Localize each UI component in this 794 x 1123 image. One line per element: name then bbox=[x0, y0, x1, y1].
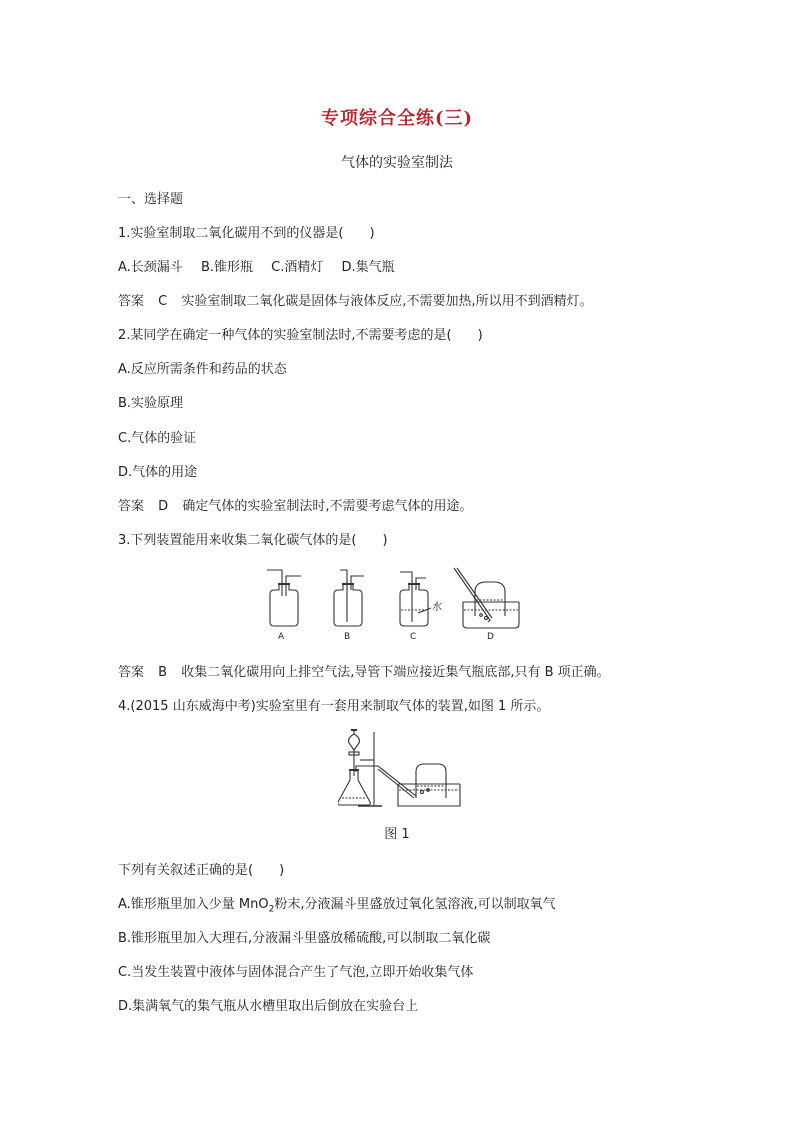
answer-key: C bbox=[158, 294, 168, 309]
q4-stem: 4.(2015 山东威海中考)实验室里有一套用来制取气体的装置,如图 1 所示。 bbox=[118, 699, 550, 714]
q1-option-c: C.酒精灯 bbox=[271, 260, 324, 275]
apparatus-c bbox=[400, 572, 431, 626]
q4-question: 下列有关叙述正确的是( ) bbox=[118, 863, 285, 878]
apparatus-b bbox=[334, 570, 364, 626]
q3-answer bbox=[118, 661, 610, 680]
q1-stem: 1.实验室制取二氧化碳用不到的仪器是( ) bbox=[118, 226, 375, 241]
apparatus-label-b: B bbox=[344, 632, 351, 642]
q1-option-b: B.锥形瓶 bbox=[200, 260, 254, 275]
q2-option-b: B.实验原理 bbox=[118, 396, 184, 411]
answer-label: 答案 bbox=[118, 294, 145, 309]
q2-answer bbox=[118, 495, 472, 514]
gas-jar bbox=[416, 764, 446, 798]
answer-label: 答案 bbox=[118, 499, 145, 514]
q2-option-d: D.气体的用途 bbox=[118, 465, 198, 480]
q4-option-b: B.锥形瓶里加入大理石,分液漏斗里盛放稀硫酸,可以制取二氧化碳 bbox=[118, 931, 491, 946]
apparatus-label-a: A bbox=[278, 632, 285, 642]
answer-label: 答案 bbox=[118, 665, 145, 680]
page-title: 专项综合全练(三) bbox=[320, 108, 474, 129]
water-label: 水 bbox=[432, 602, 442, 613]
q2-option-c: C.气体的验证 bbox=[118, 431, 197, 446]
apparatus-a bbox=[267, 570, 301, 626]
q2-stem: 2.某同学在确定一种气体的实验室制法时,不需要考虑的是( ) bbox=[118, 328, 483, 343]
q1-option-d: D.集气瓶 bbox=[341, 260, 395, 275]
apparatus-label-c: C bbox=[410, 632, 417, 642]
q4-option-a: A.锥形瓶里加入少量 MnO$_2$粉末,分液漏斗里盛放过氧化氢溶液,可以制取氧气 bbox=[118, 897, 556, 915]
page-subtitle: 气体的实验室制法 bbox=[341, 155, 453, 171]
section-heading: 一、选择题 bbox=[118, 192, 184, 207]
answer-explanation: 实验室制取二氧化碳是固体与液体反应,不需要加热,所以用不到酒精灯。 bbox=[181, 294, 593, 309]
gas-collection-apparatus-figure bbox=[258, 566, 538, 642]
answer-explanation: 确定气体的实验室制法时,不需要考虑气体的用途。 bbox=[182, 499, 473, 514]
answer-explanation: 收集二氧化碳用向上排空气法,导管下端应接近集气瓶底部,只有 B 项正确。 bbox=[181, 665, 610, 680]
q4-option-c: C.当发生装置中液体与固体混合产生了气泡,立即开始收集气体 bbox=[118, 965, 474, 980]
answer-key: B bbox=[158, 665, 168, 680]
gas-generation-apparatus-figure bbox=[338, 726, 464, 812]
q3-stem: 3.下列装置能用来收集二氧化碳气体的是( ) bbox=[118, 533, 388, 548]
apparatus-d bbox=[454, 568, 519, 628]
water-trough bbox=[398, 784, 460, 806]
q4-option-d: D.集满氧气的集气瓶从水槽里取出后倒放在实验台上 bbox=[118, 999, 419, 1014]
q1-options bbox=[118, 256, 409, 275]
answer-key: D bbox=[158, 499, 169, 514]
figure-caption: 图 1 bbox=[384, 827, 410, 842]
q1-answer bbox=[118, 290, 593, 309]
q2-option-a: A.反应所需条件和药品的状态 bbox=[118, 362, 287, 377]
apparatus-label-d: D bbox=[487, 632, 494, 642]
q1-option-a: A.长颈漏斗 bbox=[118, 260, 183, 275]
